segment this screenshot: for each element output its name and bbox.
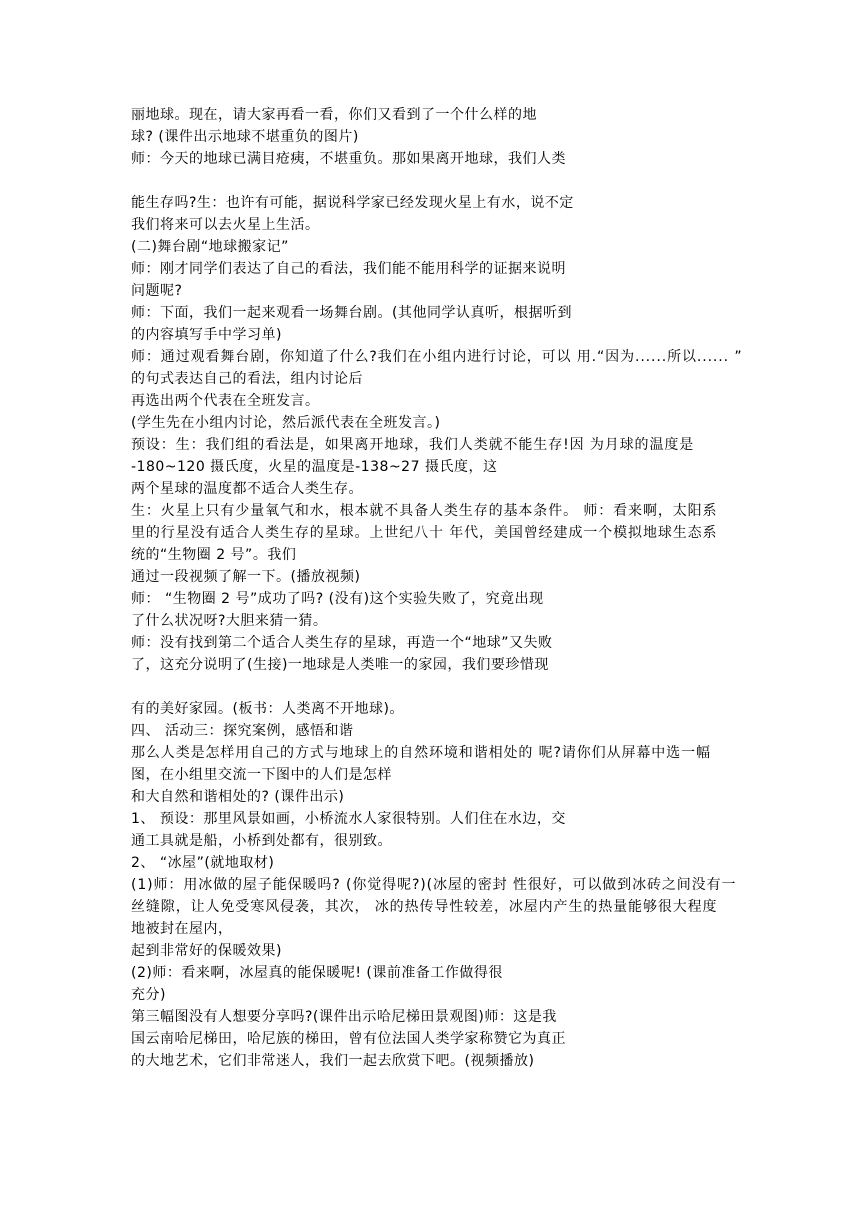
text-line: 通过一段视频了解一下。(播放视频) [131, 569, 361, 585]
text-line: 地被封在屋内， [131, 921, 233, 937]
text-line: 统的“生物圈 2 号”。我们 [131, 547, 297, 563]
text-line: 能生存吗?生：也许有可能，据说科学家已经发现火星上有水，说不定 [131, 195, 574, 211]
text-line: 了什么状况呀?大胆来猜一猜。 [131, 613, 328, 629]
text-line: 2、 “冰屋”(就地取材) [131, 855, 275, 871]
text-line: 1、 预设：那里风景如画，小桥流水人家很特别。人们住在水边，交 [131, 811, 566, 827]
text-line: 的句式表达自己的看法，组内讨论后 [131, 371, 363, 387]
text-line: 的大地艺术，它们非常迷人，我们一起去欣赏下吧。(视频播放) [131, 1053, 535, 1069]
text-line: 丽地球。现在，请大家再看一看，你们又看到了一个什么样的地 [131, 107, 537, 123]
text-line: 第三幅图没有人想要分享吗?(课件出示哈尼梯田景观图)师：这是我 [131, 1009, 557, 1025]
section-heading: 四、 活动三：探究案例，感悟和谐 [131, 723, 354, 739]
text-line: 丝缝隙，让人免受寒风侵袭，其次， 冰的热传导性较差，冰屋内产生的热量能够很大程度 [131, 899, 718, 915]
text-line: 再选出两个代表在全班发言。 [131, 393, 320, 409]
text-line: 师：刚才同学们表达了自己的看法，我们能不能用科学的证据来说明 [131, 261, 566, 277]
text-line: 有的美好家园。(板书：人类离不开地球)。 [131, 701, 404, 717]
text-line: 起到非常好的保暖效果) [131, 943, 282, 959]
text-line: 球? (课件出示地球不堪重负的图片) [131, 129, 359, 145]
text-line: 师：下面，我们一起来观看一场舞台剧。(其他同学认真听，根据听到 [131, 305, 572, 321]
text-line: 里的行星没有适合人类生存的星球。上世纪八十 年代，美国曾经建成一个模拟地球生态系 [131, 525, 718, 541]
document-body [131, 104, 743, 1072]
section-heading: (二)舞台剧“地球搬家记” [131, 239, 289, 255]
text-line: 师：通过观看舞台剧，你知道了什么?我们在小组内进行讨论，可以 用.“因为......所以...... ” [131, 349, 743, 365]
text-line: 和大自然和谐相处的? (课件出示) [131, 789, 345, 805]
text-line: (学生先在小组内讨论，然后派代表在全班发言。) [131, 415, 441, 431]
text-line: 那么人类是怎样用自己的方式与地球上的自然环境和谐相处的 呢?请你们从屏幕中选一幅 [131, 745, 711, 761]
text-line: 图，在小组里交流一下图中的人们是怎样 [131, 767, 392, 783]
text-line: 通工具就是船，小桥到处都有，很别致。 [131, 833, 392, 849]
text-line: 预设：生：我们组的看法是，如果离开地球，我们人类就不能生存!因 为月球的温度是 [131, 437, 695, 453]
blank-line [131, 676, 731, 698]
text-line: 国云南哈尼梯田，哈尼族的梯田，曾有位法国人类学家称赞它为真正 [131, 1031, 566, 1047]
text-line: 我们将来可以去火星上生活。 [131, 217, 320, 233]
text-line: 充分) [131, 987, 166, 1003]
text-line: (2)师：看来啊，冰屋真的能保暖呢! (课前准备工作做得很 [131, 965, 503, 981]
text-line: 的内容填写手中学习单) [131, 327, 282, 343]
text-line: 师：今天的地球已满目疮痍，不堪重负。那如果离开地球，我们人类 [131, 151, 566, 167]
blank-line [131, 170, 731, 192]
text-line: 师：没有找到第二个适合人类生存的星球，再造一个“地球”又失败 [131, 635, 553, 651]
text-line: -180~120 摄氏度，火星的温度是-138~27 摄氏度，这 [131, 459, 498, 475]
text-line: 师： “生物圈 2 号”成功了吗? (没有)这个实验失败了，究竟出现 [131, 591, 544, 607]
text-line: 生：火星上只有少量氧气和水，根本就不具备人类生存的基本条件。 师：看来啊，太阳系 [131, 503, 718, 519]
text-line: 两个星球的温度都不适合人类生存。 [131, 481, 363, 497]
text-line: 问题呢? [131, 283, 183, 299]
text-line: (1)师：用冰做的屋子能保暖吗? (你觉得呢?)(冰屋的密封 性很好，可以做到冰砖之间没有一 [131, 877, 737, 893]
text-line: 了，这充分说明了(生接)一地球是人类唯一的家园，我们要珍惜现 [131, 657, 549, 673]
